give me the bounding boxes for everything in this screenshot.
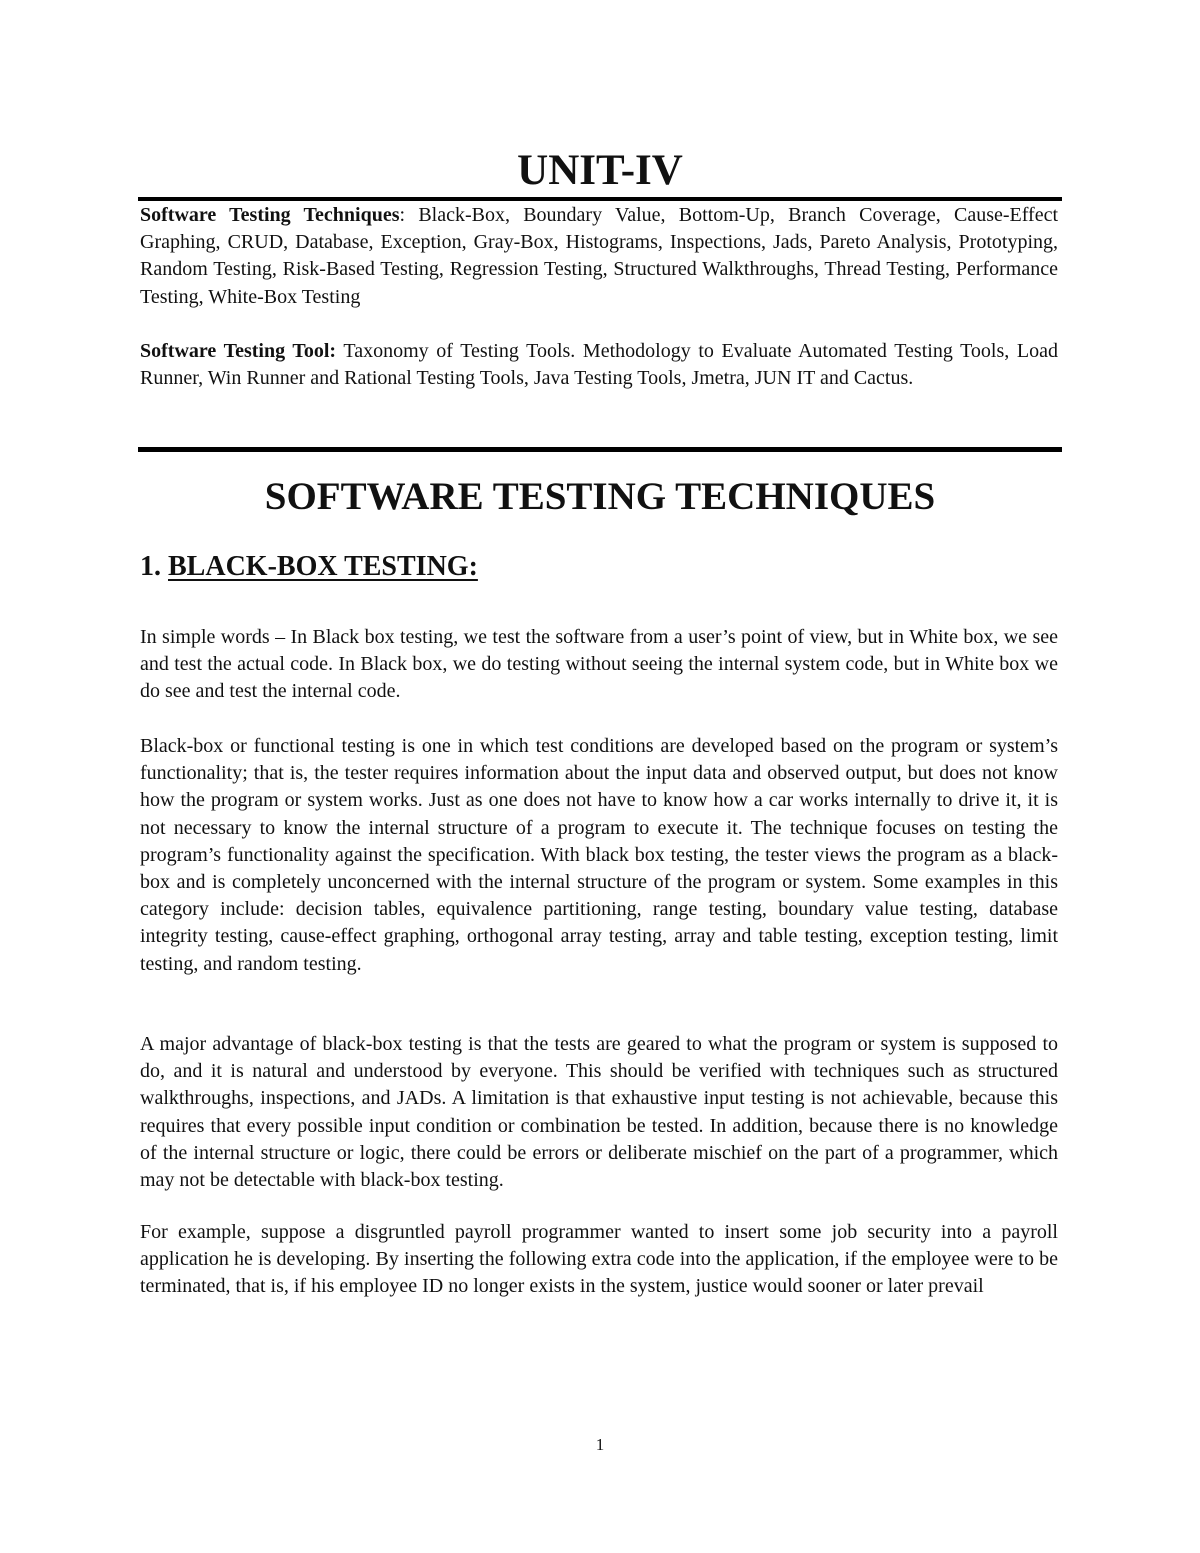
section-heading — [140, 547, 478, 587]
techniques-text: : Black-Box, Boundary Value, Bottom-Up, Branch Coverage, Cause-Effect Graphing, CRUD, Database, Exception, Gray-Box, Histograms, Inspections, Jads, Pareto Analysis, Prototyping, Random Testing, Risk-Based Testing, Regression Testing, Structured Walkthroughs, Thread Testing, Performance Testing, White-Box Testing — [140, 204, 1058, 308]
unit-title: UNIT-IV — [517, 147, 683, 194]
tool-text: Taxonomy of Testing Tools. Methodology to Evaluate Automated Testing Tools, Load Runner, Win Runner and Rational Testing Tools, Java Testing Tools, Jmetra, JUN IT and Cactus. — [140, 340, 1059, 390]
syllabus-tool — [140, 338, 1058, 392]
section-number: 1. — [140, 551, 161, 582]
body-paragraph: A major advantage of black-box testing is that the tests are geared to what the program or system is supposed to do, and it is natural and understood by everyone. This should be verified with techniques such as structured walkthroughs, inspections, and JADs. A limitation is that exhaustive input testing is not achievable, because this requires that every possible input condition or combination be tested. In addition, because there is no knowledge of the internal structure or logic, there could be errors or deliberate mischief on the part of a programmer, which may not be detectable with black-box testing. — [140, 1033, 1058, 1192]
body-paragraph: For example, suppose a disgruntled payroll programmer wanted to insert some job security into a payroll application he is developing. By inserting the following extra code into the application, if the employee were to be terminated, that is, if his employee ID no longer exists in the system, justice would sooner or later prevail — [140, 1221, 1058, 1298]
syllabus-techniques — [140, 202, 1058, 311]
section-title: BLACK-BOX TESTING: — [168, 551, 478, 582]
page-number: 1 — [595, 1435, 605, 1454]
main-heading: SOFTWARE TESTING TECHNIQUES — [264, 475, 936, 518]
techniques-label: Software Testing Techniques — [140, 204, 400, 226]
body-paragraph: Black-box or functional testing is one in which test conditions are developed based on the program or system’s functionality; that is, the tester requires information about the input data and observed output, but does not know how the program or system works. Just as one does not have to know how a car works internally to drive it, it is not necessary to know the internal structure of a program to execute it. The technique focuses on testing the program’s functionality against the specification. With black box testing, the tester views the program as a black-box and is completely unconcerned with the internal structure of the program or system. Some examples in this category include: decision tables, equivalence partitioning, range testing, boundary value testing, database integrity testing, cause-effect graphing, orthogonal array testing, array and table testing, exception testing, limit testing, and random testing. — [140, 735, 1058, 975]
top-divider — [138, 197, 1062, 201]
body-paragraph: In simple words – In Black box testing, we test the software from a user’s point of view, but in White box, we see and test the actual code. In Black box, we do testing without seeing the internal system code, but in White box we do see and test the internal code. — [140, 626, 1058, 703]
tool-label: Software Testing Tool: — [140, 340, 337, 362]
section-divider — [138, 447, 1062, 452]
